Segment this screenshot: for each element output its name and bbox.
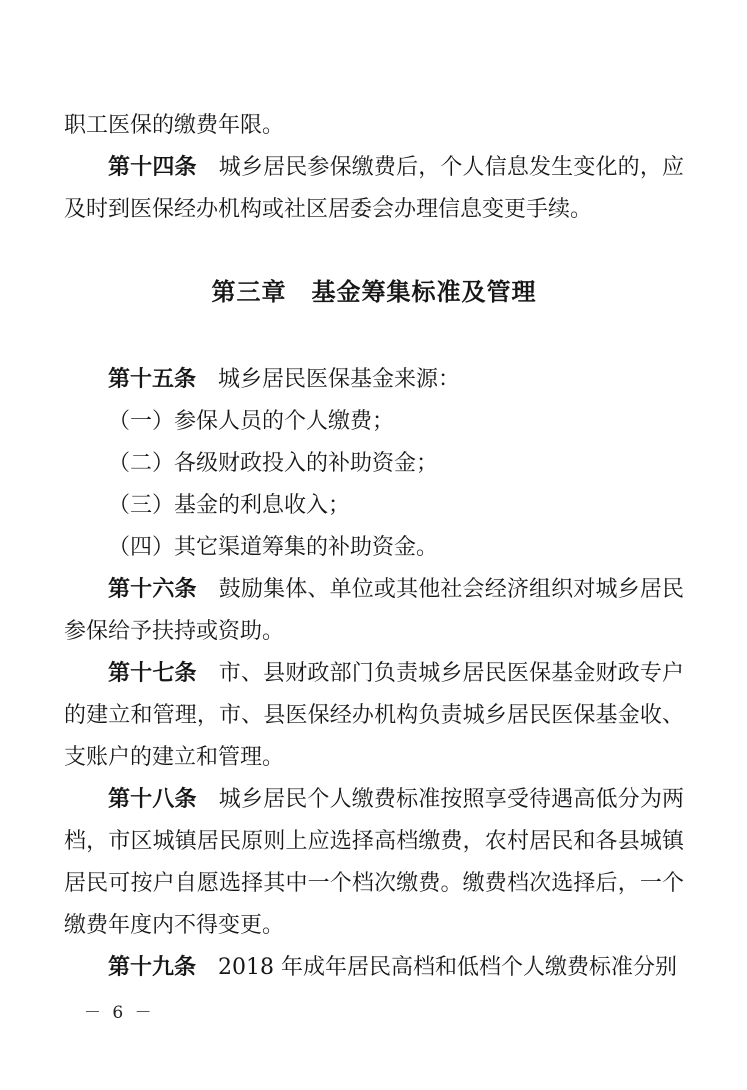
body-paragraph bbox=[64, 485, 684, 527]
chapter-heading bbox=[64, 271, 684, 313]
article-number: 第十七条 bbox=[108, 661, 197, 686]
document-content bbox=[64, 105, 684, 989]
paragraph-text: （二）各级财政投入的补助资金； bbox=[108, 451, 439, 476]
body-paragraph bbox=[64, 527, 684, 569]
paragraph-text: 2018 年成年居民高档和低档个人缴费标准分别 bbox=[196, 955, 677, 980]
paragraph-text: 城乡居民个人缴费标准按照享受待遇高低分为两档，市区城镇居民原则上应选择高档缴费，农村居民和各县城镇居民可按户自愿选择其中一个档次缴费。缴费档次选择后，一个缴费年度内不得变更。 bbox=[64, 787, 684, 938]
article-number: 第十六条 bbox=[108, 577, 197, 602]
body-paragraph bbox=[64, 401, 684, 443]
page-number: － 6 － bbox=[84, 1003, 155, 1023]
paragraph-text: （四）其它渠道筹集的补助资金。 bbox=[108, 535, 439, 560]
article-number: 第十八条 bbox=[108, 787, 197, 812]
body-paragraph bbox=[64, 105, 684, 147]
body-paragraph bbox=[64, 359, 684, 401]
paragraph-text: （一）参保人员的个人缴费； bbox=[108, 409, 395, 434]
paragraph-text: （三）基金的利息收入； bbox=[108, 493, 351, 518]
article-number: 第十五条 bbox=[108, 367, 197, 392]
paragraph-text: 城乡居民医保基金来源： bbox=[196, 367, 461, 392]
paragraph-text: 城乡居民参保缴费后，个人信息发生变化的，应及时到医保经办机构或社区居委会办理信息变更手续。 bbox=[64, 155, 684, 222]
paragraph-text: 市、县财政部门负责城乡居民医保基金财政专户的建立和管理，市、县医保经办机构负责城乡居民医保基金收、支账户的建立和管理。 bbox=[64, 661, 684, 770]
paragraph-text: 职工医保的缴费年限。 bbox=[64, 113, 285, 138]
body-paragraph bbox=[64, 779, 684, 947]
body-paragraph bbox=[64, 653, 684, 779]
article-number: 第十四条 bbox=[108, 155, 197, 180]
body-paragraph bbox=[64, 147, 684, 231]
body-paragraph bbox=[64, 443, 684, 485]
paragraph-text: 鼓励集体、单位或其他社会经济组织对城乡居民参保给予扶持或资助。 bbox=[64, 577, 684, 644]
article-number: 第三章 基金筹集标准及管理 bbox=[211, 278, 537, 306]
body-paragraph bbox=[64, 947, 684, 989]
article-number: 第十九条 bbox=[108, 955, 197, 980]
body-paragraph bbox=[64, 569, 684, 653]
